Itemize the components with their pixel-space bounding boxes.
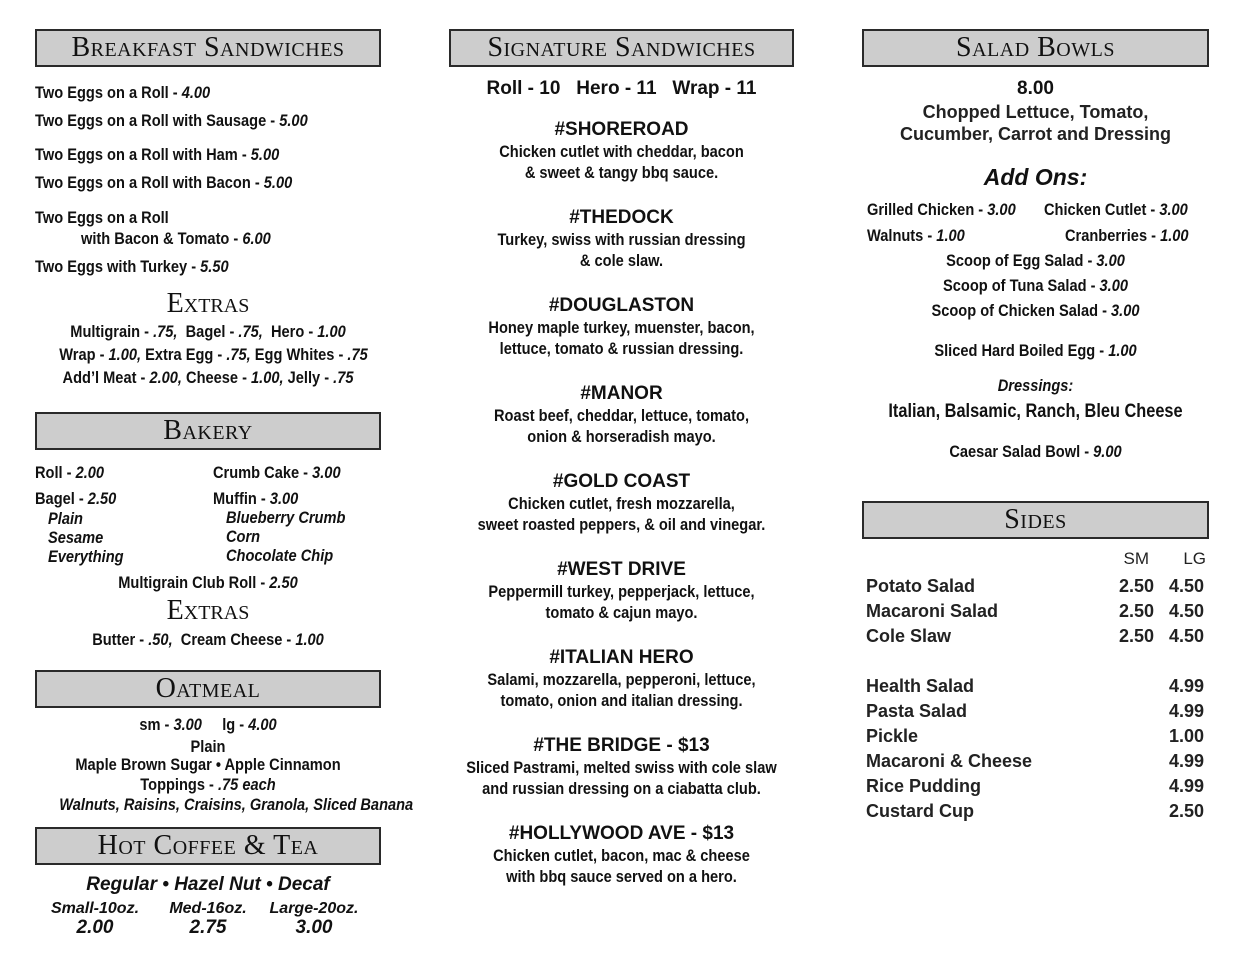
addon-item: Chicken Cutlet - 3.00 — [1044, 200, 1188, 219]
oatmeal-flavor: Maple Brown Sugar • Apple Cinnamon — [75, 755, 341, 774]
addon-egg: Sliced Hard Boiled Egg - 1.00 — [934, 341, 1137, 360]
bakery-crumb-cake: Crumb Cake - 3.00 — [213, 463, 341, 482]
signature-item-desc: Roast beef, cheddar, lettuce, tomato, onion & horseradish mayo. — [493, 406, 750, 446]
signature-item-name: #THE BRIDGE - $13 — [533, 735, 710, 756]
salad-header: Salad Bowls — [862, 29, 1209, 67]
oatmeal-flavor: Plain — [190, 737, 226, 756]
bagel-type: Everything — [48, 547, 124, 566]
signature-item-name: #ITALIAN HERO — [549, 647, 694, 668]
coffee-size-medium: Med-16oz. 2.75 — [169, 900, 247, 938]
signature-header: Signature Sandwiches — [449, 29, 794, 67]
coffee-header: Hot Coffee & Tea — [35, 827, 381, 865]
bagel-type: Plain — [48, 509, 83, 528]
signature-item-name: #MANOR — [580, 383, 663, 404]
breakfast-extras-line: Add’l Meat - 2.00, Cheese - 1.00, Jelly - .75 — [62, 368, 354, 387]
addons-header: Add Ons: — [983, 164, 1088, 190]
signature-item-desc: Salami, mozzarella, pepperoni, lettuce, tomato, onion and italian dressing. — [487, 670, 756, 710]
muffin-type: Corn — [226, 527, 261, 546]
dressings-list: Italian, Balsamic, Ranch, Bleu Cheese — [888, 401, 1183, 422]
signature-item-desc: Honey maple turkey, muenster, bacon, lettuce, tomato & russian dressing. — [488, 318, 755, 358]
coffee-size-large: Large-20oz. 3.00 — [269, 900, 359, 938]
sides-header: Sides — [862, 501, 1209, 539]
dressings-header: Dressings: — [997, 376, 1074, 395]
caesar-salad: Caesar Salad Bowl - 9.00 — [949, 442, 1122, 461]
breakfast-item: Two Eggs on a Roll with Sausage - 5.00 — [35, 111, 308, 130]
breakfast-extras-line: Multigrain - .75, Bagel - .75, Hero - 1.00 — [70, 322, 346, 341]
bakery-extras-line: Butter - .50, Cream Cheese - 1.00 — [92, 630, 324, 649]
coffee-types: Regular • Hazel Nut • Decaf — [86, 874, 330, 895]
breakfast-item: Two Eggs on a Roll with Bacon - 5.00 — [35, 173, 293, 192]
signature-item-desc: Chicken cutlet, fresh mozzarella, sweet roasted peppers, & oil and vinegar. — [477, 494, 766, 534]
signature-pricing: Roll - 10 Hero - 11 Wrap - 11 — [486, 78, 757, 99]
signature-item-name: #GOLD COAST — [552, 471, 691, 492]
bakery-header: Bakery — [35, 412, 381, 450]
signature-item-desc: Turkey, swiss with russian dressing & cole slaw. — [497, 230, 746, 270]
signature-item-desc: Peppermill turkey, pepperjack, lettuce, tomato & cajun mayo. — [488, 582, 755, 622]
left-column — [35, 0, 414, 960]
sides-sm-label: SM — [1123, 549, 1149, 568]
signature-item-name: #SHOREROAD — [554, 119, 689, 140]
middle-column — [449, 0, 794, 960]
bagel-type: Sesame — [48, 528, 104, 547]
salad-desc: Cucumber, Carrot and Dressing — [899, 124, 1172, 144]
addon-item: Scoop of Chicken Salad - 3.00 — [931, 301, 1140, 320]
right-column: Salad Bowls 8.00 Chopped Lettuce, Tomato, Cucumber, Carrot and Dressing Add Ons: Grilled Chicken - 3.00 Chicken Cutlet - 3.00 Walnuts - 1.00 Cranberries - 1.00 Scoop of Egg Salad - 3.00 Scoop of Tuna Salad - 3.00 Scoop of Chicken Salad - 3.00 Sliced Hard Boiled Egg - 1.00 Dressings: Italian, Balsamic, Ranch, Bleu Cheese Caesar Salad Bowl - 9.00 Sides SM LG Potato Salad 2.50 4.50 Macaroni Salad 2.50 4.50 Cole Slaw 2.50 4.50 Health Salad 4.99 Pasta Salad 4.99 Pickle 1.00 Macaroni & Cheese 4.99 Rice Pudding 4.99 Custard Cup 2.50 — [862, 0, 1209, 960]
breakfast-item: Two Eggs on a Roll with Ham - 5.00 — [35, 145, 280, 164]
muffin-type: Chocolate Chip — [226, 546, 334, 565]
bakery-muffin: Muffin - 3.00 — [213, 489, 299, 508]
breakfast-extras-line: Wrap - 1.00, Extra Egg - .75, Egg Whites - .75 — [59, 345, 368, 364]
signature-item-desc: Chicken cutlet, bacon, mac & cheese with bbq sauce served on a hero. — [493, 846, 750, 886]
breakfast-item-cont: with Bacon & Tomato - 6.00 — [81, 229, 271, 248]
signature-item-name: #THEDOCK — [569, 207, 674, 228]
signature-item-name: #WEST DRIVE — [557, 559, 686, 580]
addon-item: Walnuts - 1.00 — [867, 226, 965, 245]
signature-item-name: #DOUGLASTON — [548, 295, 695, 316]
addon-item: Scoop of Tuna Salad - 3.00 — [943, 276, 1128, 295]
bakery-roll: Roll - 2.00 — [35, 463, 105, 482]
oatmeal-toppings-list: Walnuts, Raisins, Craisins, Granola, Sliced Banana — [59, 795, 414, 814]
breakfast-item: Two Eggs on a Roll — [35, 208, 169, 227]
salad-desc: Chopped Lettuce, Tomato, — [922, 102, 1149, 122]
bakery-club-roll: Multigrain Club Roll - 2.50 — [118, 573, 298, 592]
oatmeal-sizes: sm - 3.00 lg - 4.00 — [139, 715, 277, 734]
oatmeal-header: Oatmeal — [35, 670, 381, 708]
oatmeal-toppings: Toppings - .75 each — [140, 775, 276, 794]
addon-item: Grilled Chicken - 3.00 — [867, 200, 1016, 219]
coffee-size-small: Small-10oz. 2.00 — [50, 900, 140, 938]
breakfast-item: Two Eggs on a Roll - 4.00 — [35, 83, 211, 102]
addon-item: Cranberries - 1.00 — [1065, 226, 1189, 245]
breakfast-header: Breakfast Sandwiches — [35, 29, 381, 67]
bakery-extras-header: Extras — [166, 595, 250, 626]
salad-price: 8.00 — [1017, 78, 1054, 99]
muffin-type: Blueberry Crumb — [226, 508, 346, 527]
breakfast-extras-header: Extras — [166, 288, 250, 319]
bakery-bagel: Bagel - 2.50 — [35, 489, 117, 508]
signature-item-desc: Chicken cutlet with cheddar, bacon & sweet & tangy bbq sauce. — [499, 142, 744, 182]
addon-item: Scoop of Egg Salad - 3.00 — [946, 251, 1125, 270]
breakfast-item: Two Eggs with Turkey - 5.50 — [35, 257, 229, 276]
sides-lg-label: LG — [1183, 549, 1206, 568]
signature-item-name: #HOLLYWOOD AVE - $13 — [508, 823, 735, 844]
signature-item-desc: Sliced Pastrami, melted swiss with cole slaw and russian dressing on a ciabatta club. — [466, 758, 777, 798]
